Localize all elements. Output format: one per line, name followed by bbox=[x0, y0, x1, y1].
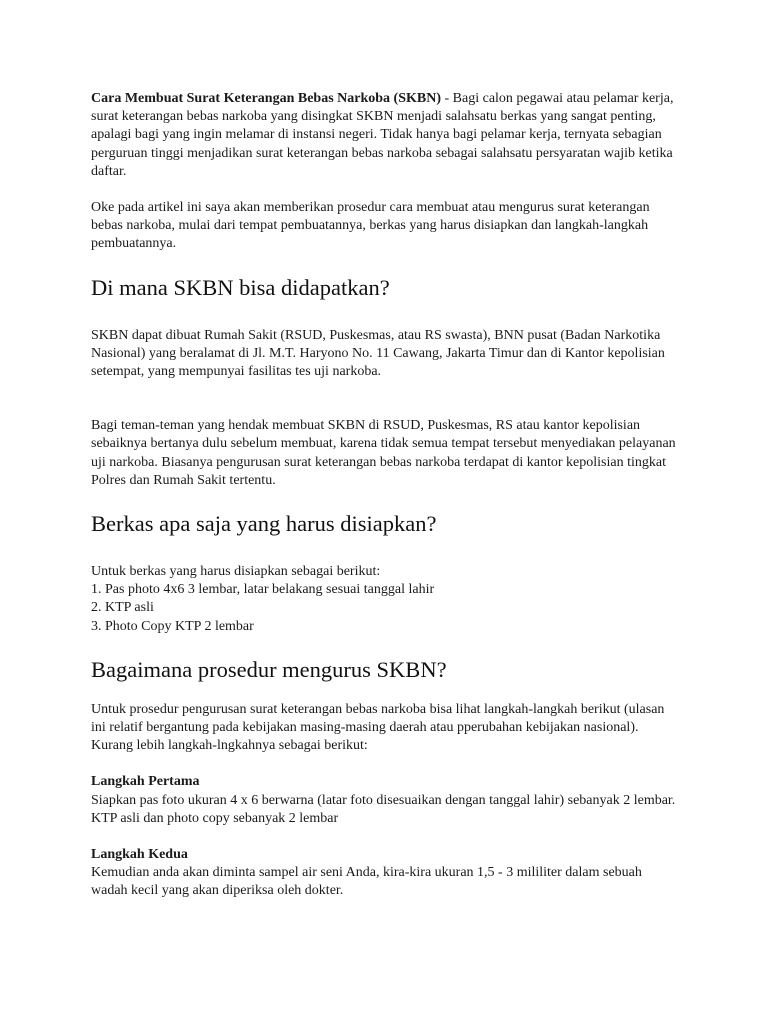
step-1-text: Siapkan pas foto ukuran 4 x 6 berwarna (latar foto disesuaikan dengan tanggal lahir) sebanyak 2 lembar. KTP asli dan photo copy sebanyak 2 lembar bbox=[91, 792, 676, 826]
where-paragraph-2: Bagi teman-teman yang hendak membuat SKBN di RSUD, Puskesmas, RS atau kantor kepolisian sebaiknya bertanya dulu sebelum membuat, karena tidak semua tempat tersebut menyediakan pelayanan uji narkoba. Biasanya pengurusan surat keterangan bebas narkoba terdapat di kantor kepolisian tingkat Polres dan Rumah Sakit tertentu. bbox=[91, 418, 676, 488]
step-1-title: Langkah Pertama bbox=[91, 774, 200, 790]
heading-where-skbn: Di mana SKBN bisa didapatkan? bbox=[91, 274, 390, 300]
procedure-intro: Untuk prosedur pengurusan surat keterangan bebas narkoba bisa lihat langkah-langkah berikut (ulasan ini relatif bergantung pada kebijakan masing-masing daerah atau pperubahan kebijakan nasional). Kurang lebih langkah-lngkahnya sebagai berikut: bbox=[91, 701, 665, 754]
heading-procedure: Bagaimana prosedur mengurus SKBN? bbox=[91, 656, 447, 682]
step-1 bbox=[91, 773, 681, 828]
intro-text: - Bagi calon pegawai atau pelamar kerja, surat keterangan bebas narkoba yang disingkat SKBN menjadi salahsatu berkas yang sangat penting, apalagi bagi yang ingin melamar di instansi negeri. Tidak hanya bagi pelamar kerja, ternyata sebagian perguruan tinggi menjadikan surat keterangan bebas narkoba sebagai salahsatu persyaratan wajib ketika daftar. bbox=[91, 91, 674, 179]
documents-list bbox=[91, 563, 681, 636]
documents-intro: Untuk berkas yang harus disiapkan sebagai berikut: bbox=[91, 564, 381, 580]
document-page bbox=[91, 90, 681, 901]
step-2-title: Langkah Kedua bbox=[91, 847, 188, 863]
intro-bold-title: Cara Membuat Surat Keterangan Bebas Narkoba (SKBN) bbox=[91, 91, 441, 106]
where-paragraph-1: SKBN dapat dibuat Rumah Sakit (RSUD, Puskesmas, atau RS swasta), BNN pusat (Badan Narkotika Nasional) yang beralamat di Jl. M.T. Haryono No. 11 Cawang, Jakarta Timur dan di Kantor kepolisian setempat, yang mempunyai fasilitas tes uji narkoba. bbox=[91, 327, 665, 380]
step-2-text: Kemudian anda akan diminta sampel air seni Anda, kira-kira ukuran 1,5 - 3 mililiter dalam sebuah wadah kecil yang akan diperiksa oleh dokter. bbox=[91, 865, 642, 899]
list-item: 3. Photo Copy KTP 2 lembar bbox=[91, 618, 254, 634]
list-item: 2. KTP asli bbox=[91, 600, 154, 616]
step-2 bbox=[91, 846, 681, 901]
intro-paragraph-2: Oke pada artikel ini saya akan memberikan prosedur cara membuat atau mengurus surat keterangan bebas narkoba, mulai dari tempat pembuatannya, berkas yang harus disiapkan dan langkah-langkah pembuatannya. bbox=[91, 200, 650, 252]
list-item: 1. Pas photo 4x6 3 lembar, latar belakang sesuai tanggal lahir bbox=[91, 582, 435, 598]
heading-documents: Berkas apa saja yang harus disiapkan? bbox=[91, 511, 437, 537]
intro-paragraph bbox=[91, 90, 681, 181]
